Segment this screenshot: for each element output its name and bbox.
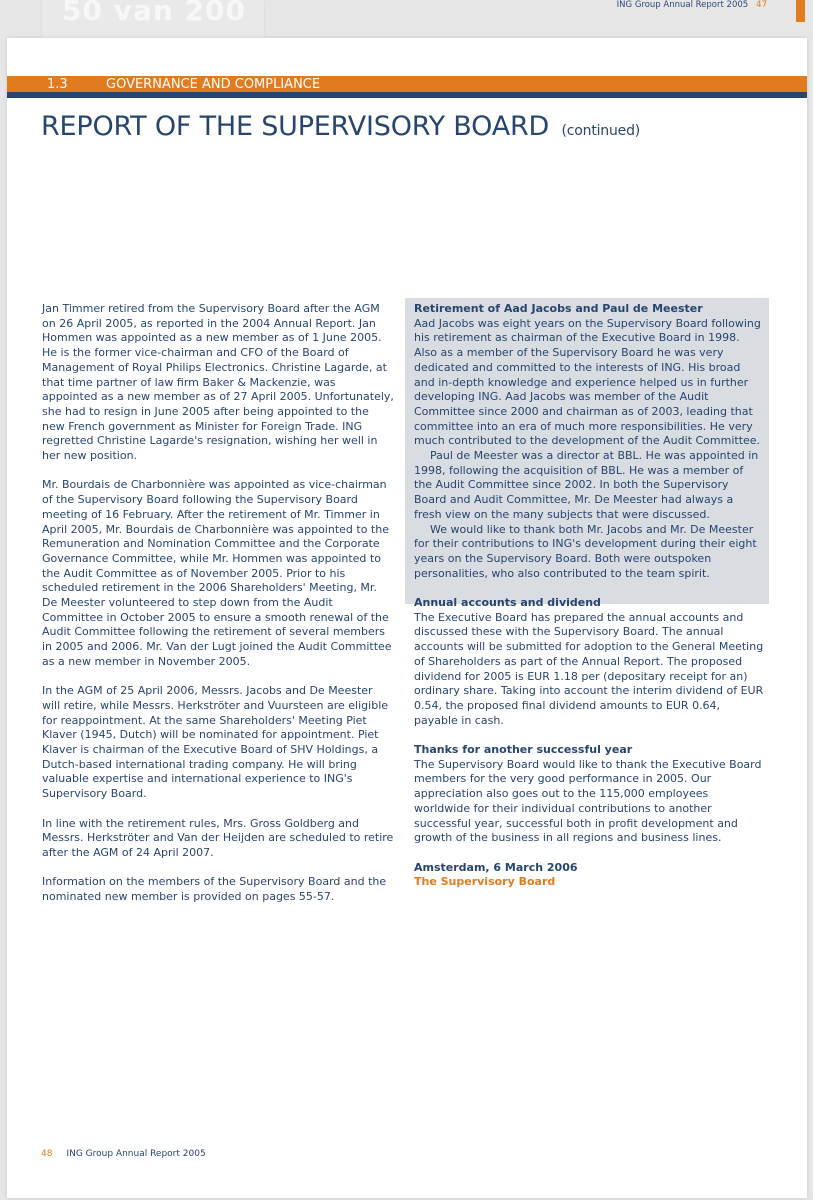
previous-page-header	[617, 0, 767, 10]
previous-page-number: 47	[756, 0, 767, 10]
page-title-suffix: (continued)	[561, 123, 641, 139]
right-column	[414, 302, 764, 890]
page-counter: 50 van 200	[62, 0, 246, 27]
signature: The Supervisory Board	[414, 875, 556, 889]
section-number: 1.3	[47, 77, 68, 92]
section-bar-underline	[7, 92, 807, 98]
left-column	[42, 302, 394, 919]
footer-page-number: 48	[41, 1149, 53, 1159]
page-footer	[41, 1149, 206, 1159]
place-date: Amsterdam, 6 March 2006	[414, 860, 578, 874]
page-title-text: REPORT OF THE SUPERVISORY BOARD	[41, 111, 550, 142]
left-paragraph-5: Information on the members of the Supervisory Board and the nominated new member is provided on pages 55-57.	[42, 875, 387, 904]
footer-text: ING Group Annual Report 2005	[66, 1149, 206, 1159]
page-title	[41, 111, 640, 142]
previous-page-header-text: ING Group Annual Report 2005	[616, 0, 749, 10]
page-counter-badge	[42, 0, 264, 42]
retirement-paragraph-1: Aad Jacobs was eight years on the Supervisory Board following his retirement as chairman of the Executive Board in 1998. Also as a member of the Supervisory Board he was very dedicated and committed to the interests of ING. His broad and in-depth knowledge and experience helped us in further developing ING. Aad Jacobs was member of the Audit Committee since 2000 and chairman as of 2003, leading that committee into an era of much more responsibilities. He very much contributed to the development of the Audit Committee.	[414, 316, 761, 448]
left-paragraph-3: In the AGM of 25 April 2006, Messrs. Jacobs and De Meester will retire, while Messrs. Herkströter and Vuursteen are eligible for reappointment. At the same Shareholders' Meeting Piet Klaver (1945, Dutch) will be nominated for appointment. Piet Klaver is chairman of the Executive Board of SHV Holdings, a Dutch-based international trading company. He will bring valuable expertise and international experience to ING's Supervisory Board.	[42, 684, 389, 801]
section-bar	[7, 76, 807, 98]
section-title: GOVERNANCE AND COMPLIANCE	[106, 77, 321, 92]
document-page[interactable]	[7, 38, 807, 1198]
left-paragraph-1: Jan Timmer retired from the Supervisory Board after the AGM on 26 April 2005, as reported in the 2004 Annual Report. Jan Hommen was appointed as a new member as of 1 June 2005. He is the former vice-chairman and CFO of the Board of Management of Royal Philips Electronics. Christine Lagarde, at that time partner of law firm Baker & Mackenzie, was appointed as a new member as of 27 April 2005. Unfortunately, she had to resign in June 2005 after being appointed to the new French government as Minister for Foreign Trade. ING regretted Christine Lagarde's resignation, wishing her well in her new position.	[42, 302, 394, 463]
thanks-paragraph: The Supervisory Board would like to thank the Executive Board members for the very good performance in 2005. Our appreciation also goes out to the 115,000 employees worldwide for their individual contributions to another successful year, successful both in profit development and growth of the business in all regions and business lines.	[414, 757, 762, 845]
thanks-heading: Thanks for another successful year	[414, 743, 633, 757]
accounts-paragraph: The Executive Board has prepared the annual accounts and discussed these with the Supervisory Board. The annual accounts will be submitted for adoption to the General Meeting of Shareholders as part of the Annual Report. The proposed dividend for 2005 is EUR 1.18 per (depositary receipt for an) ordinary share. Taking into account the interim dividend of EUR 0.54, the proposed final dividend amounts to EUR 0.64, payable in cash.	[414, 610, 764, 727]
left-paragraph-4: In line with the retirement rules, Mrs. Gross Goldberg and Messrs. Herkströter and Van der Heijden are scheduled to retire after the AGM of 24 April 2007.	[42, 816, 394, 859]
accounts-heading: Annual accounts and dividend	[414, 596, 601, 610]
left-paragraph-2: Mr. Bourdais de Charbonnière was appointed as vice-chairman of the Supervisory Board following the Supervisory Board meeting of 16 February. After the retirement of Mr. Timmer in April 2005, Mr. Bourdais de Charbonnière was appointed to the Remuneration and Nomination Committee and the Corporate Governance Committee, while Mr. Hommen was appointed to the Audit Committee as of November 2005. Prior to his scheduled retirement in the 2006 Shareholders' Meeting, Mr. De Meester volunteered to step down from the Audit Committee in October 2005 to ensure a smooth renewal of the Audit Committee following the retirement of several members in 2005 and 2006. Mr. Van der Lugt joined the Audit Committee as a new member in November 2005.	[42, 478, 392, 668]
retirement-paragraph-2: Paul de Meester was a director at BBL. He was appointed in 1998, following the acquisition of BBL. He was a member of the Audit Committee since 2002. In both the Supervisory Board and Audit Committee, Mr. De Meester had always a fresh view on the many subjects that were discussed.	[414, 449, 759, 521]
previous-page-orange-tab	[796, 0, 805, 22]
retirement-paragraph-3: We would like to thank both Mr. Jacobs and Mr. De Meester for their contributions to ING's development during their eight years on the Supervisory Board. Both were outspoken personalities, who also contributed to the team spirit.	[414, 522, 757, 580]
retirement-heading: Retirement of Aad Jacobs and Paul de Meester	[414, 302, 703, 315]
